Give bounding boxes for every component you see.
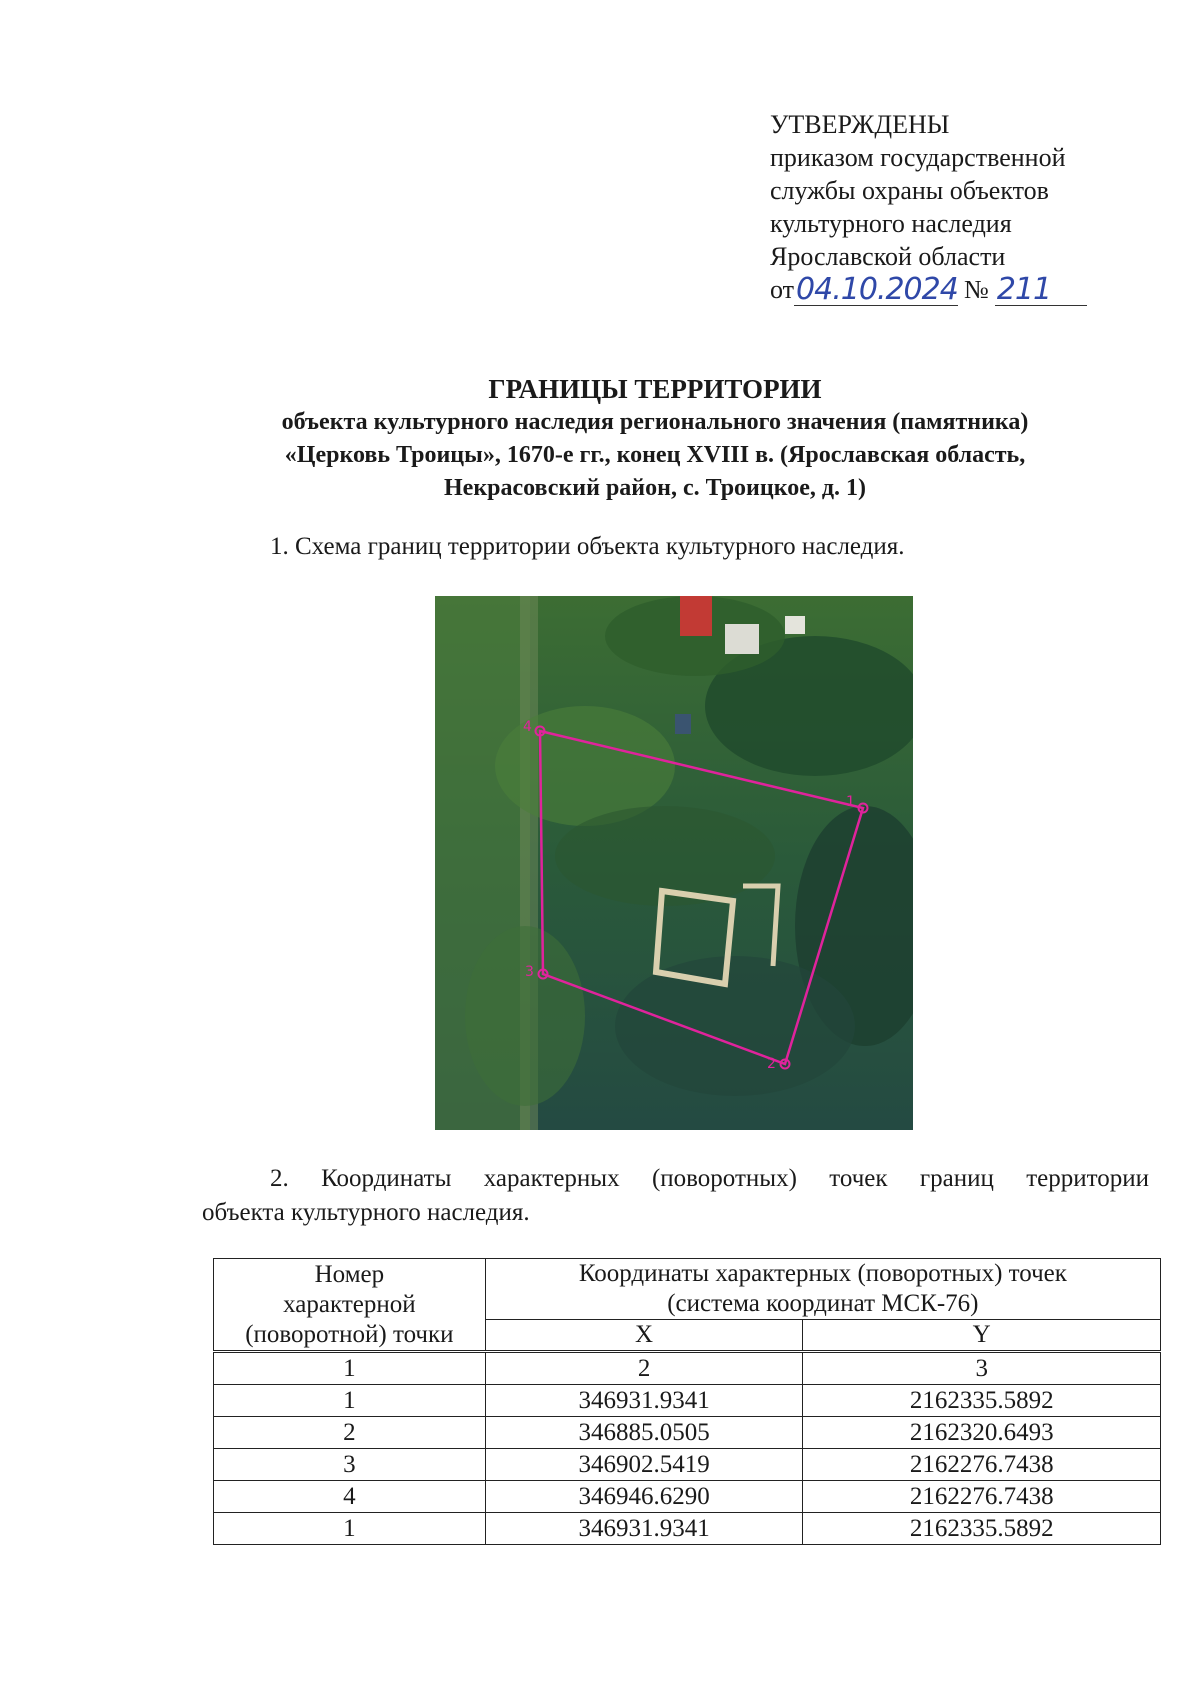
number-sign: № (964, 275, 989, 304)
section-2-line: 2. Координаты характерных (поворотных) точек границ территории (270, 1165, 1149, 1192)
table-header-row (214, 1259, 1161, 1320)
section-2-line: объекта культурного наследия. (202, 1199, 530, 1226)
boundary-map (435, 596, 913, 1130)
heading-line: объекта культурного наследия регионального значения (памятника) (281, 409, 1029, 435)
document-title: ГРАНИЦЫ ТЕРРИТОРИИ (488, 374, 822, 404)
table-row: 1 346931.9341 2162335.5892 (214, 1513, 1161, 1545)
building (785, 616, 805, 634)
section-1-caption: 1. Схема границ территории объекта культурного наследия. (270, 533, 905, 560)
coordinates-header: Координаты характерных (поворотных) точек (система координат МСК-76) (485, 1259, 1160, 1320)
approval-title: УТВЕРЖДЕНЫ (770, 110, 950, 139)
satellite-image (435, 596, 913, 1130)
approval-block (770, 108, 1087, 306)
point-label: 2 (767, 1056, 776, 1072)
approval-date-line (770, 273, 1087, 306)
x-header: X (485, 1320, 803, 1352)
heading-line: «Церковь Троицы», 1670-е гг., конец XVIII в. (Ярославская область, (284, 442, 1026, 468)
approval-line: приказом государственной (770, 143, 1066, 172)
table-row: 3 346902.5419 2162276.7438 (214, 1449, 1161, 1481)
date-prefix: от (770, 275, 795, 304)
roof (680, 596, 712, 636)
approval-line: службы охраны объектов (770, 176, 1049, 205)
table-row: 1 346931.9341 2162335.5892 (214, 1385, 1161, 1417)
point-number-header: Номер характерной (поворотной) точки (214, 1259, 486, 1352)
section-2-caption (202, 1162, 1149, 1230)
point-label: 4 (523, 719, 532, 735)
point-label: 1 (846, 794, 855, 810)
table-row: 4 346946.6290 2162276.7438 (214, 1481, 1161, 1513)
approval-line: Ярославской области (770, 242, 1006, 271)
order-number: 211 (995, 275, 1087, 306)
y-header: Y (803, 1320, 1161, 1352)
column-numbering-row: 1 2 3 (214, 1352, 1161, 1385)
table-row: 2 346885.0505 2162320.6493 (214, 1417, 1161, 1449)
coordinates-table (213, 1258, 1161, 1545)
point-label: 3 (525, 964, 534, 980)
shed (675, 714, 691, 734)
approval-line: культурного наследия (770, 209, 1012, 238)
building (725, 624, 759, 654)
document-heading (200, 372, 1110, 505)
order-date: 04.10.2024 (796, 272, 958, 307)
heading-line: Некрасовский район, с. Троицкое, д. 1) (444, 475, 866, 501)
